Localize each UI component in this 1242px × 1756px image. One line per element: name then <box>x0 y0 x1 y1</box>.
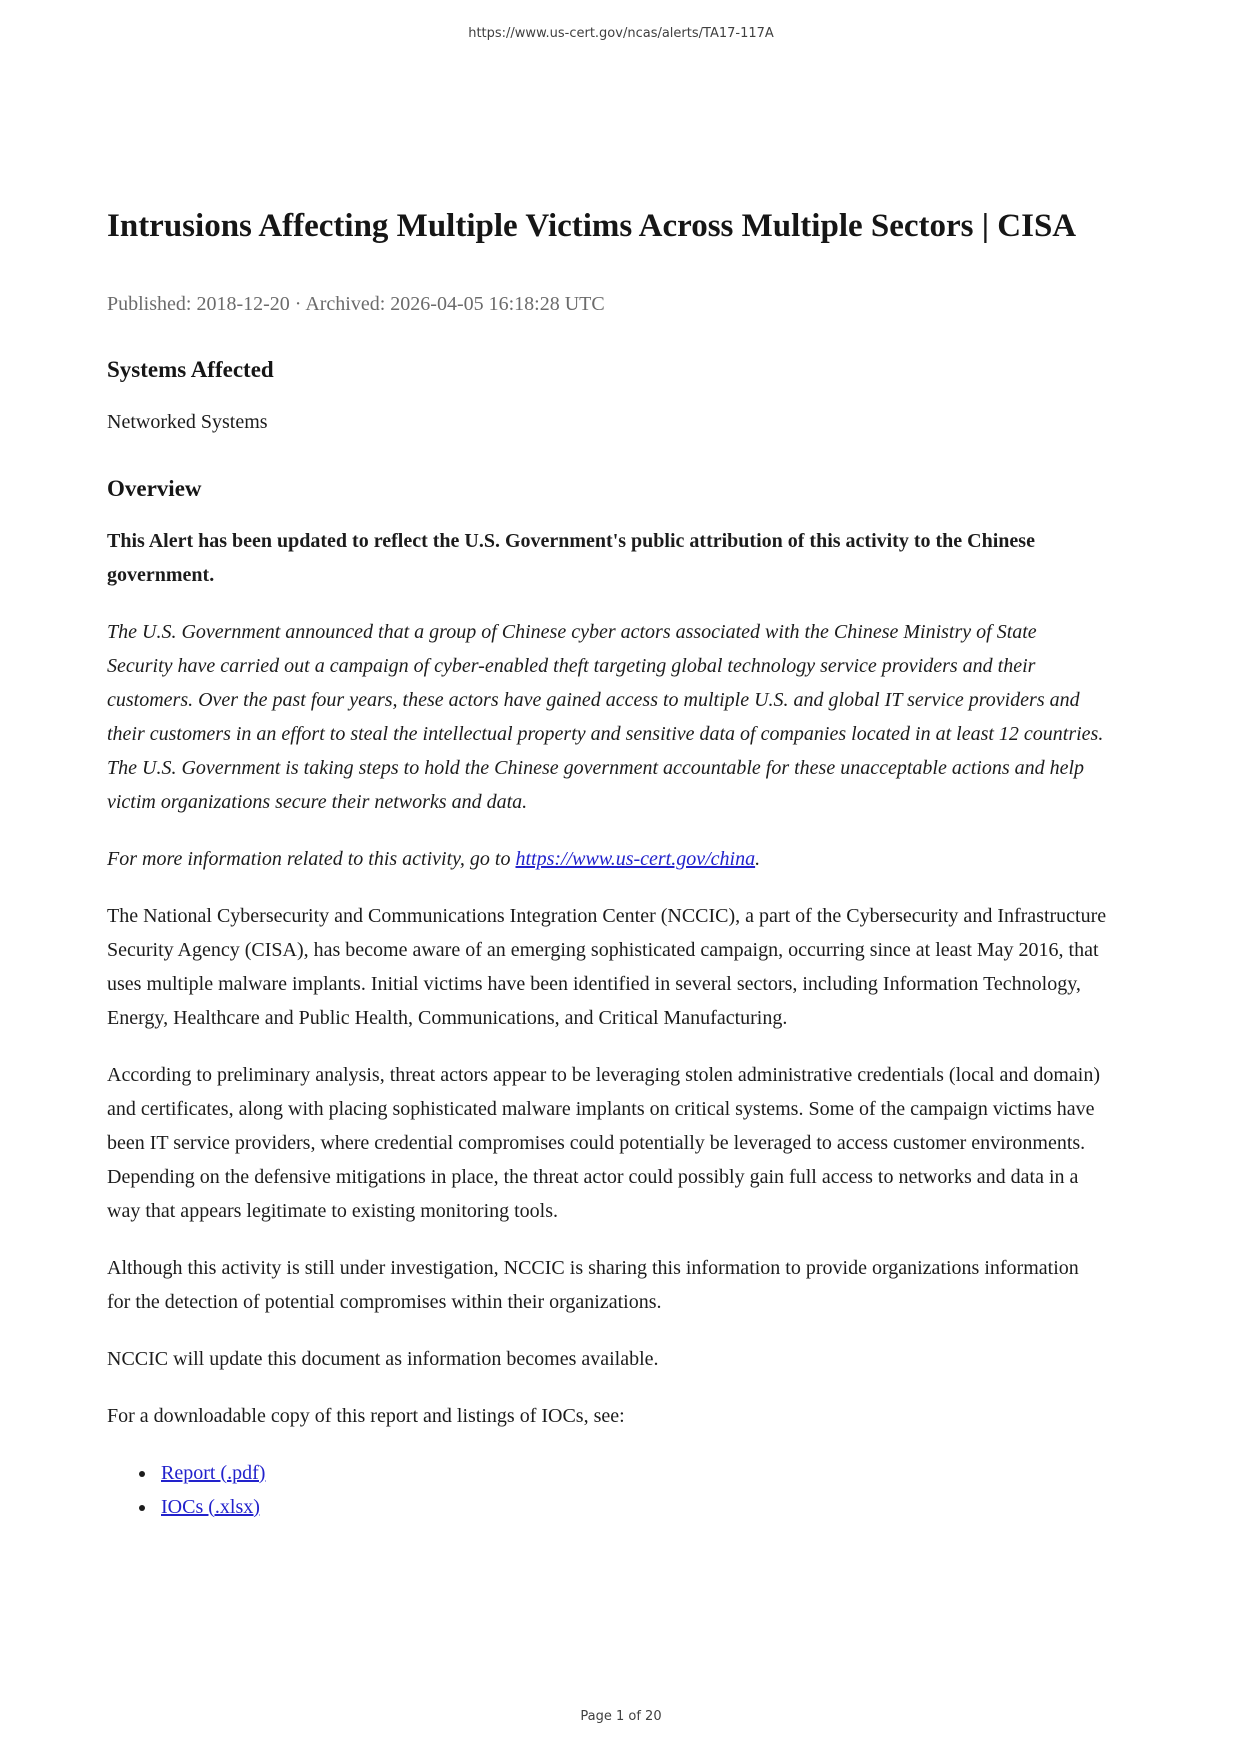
downloads-intro: For a downloadable copy of this report and listings of IOCs, see: <box>107 1404 625 1427</box>
analysis-paragraph: According to preliminary analysis, threat actors appear to be leveraging stolen administrative credentials (local and domain) and certificates, along with placing sophisticated malware implants on critical systems. Some of the campaign victims have been IT service providers, where credential compromises could potentially be leveraged to access customer environments. Depending on the defensive mitigations in place, the threat actor could possibly gain full access to networks and data in a way that appears legitimate to existing monitoring tools. <box>107 1063 1100 1222</box>
more-info-prefix: For more information related to this activity, go to <box>107 847 516 870</box>
overview-heading: Overview <box>107 475 202 501</box>
systems-affected-text: Networked Systems <box>107 410 268 433</box>
download-list <box>107 1456 1107 1524</box>
attribution-paragraph: The U.S. Government announced that a group of Chinese cyber actors associated with the Chinese Ministry of State Security have carried out a campaign of cyber-enabled theft targeting global technology service providers and their customers. Over the past four years, these actors have gained access to multiple U.S. and global IT service providers and their customers in an effort to steal the intellectual property and sensitive data of companies located in at least 12 countries. The U.S. Government is taking steps to hold the Chinese government accountable for these unacceptable actions and help victim organizations secure their networks and data. <box>107 620 1104 813</box>
iocs-xlsx-link[interactable]: IOCs (.xlsx) <box>161 1495 260 1518</box>
report-pdf-link[interactable]: Report (.pdf) <box>161 1461 266 1484</box>
more-info-line <box>107 842 1107 876</box>
investigation-paragraph: Although this activity is still under investigation, NCCIC is sharing this information to provide organizations information for the detection of potential compromises within their organizations. <box>107 1256 1079 1313</box>
update-paragraph: NCCIC will update this document as information becomes available. <box>107 1347 659 1370</box>
page-title: Intrusions Affecting Multiple Victims Across Multiple Sectors | CISA <box>107 208 1077 244</box>
print-footer-page-number: Page 1 of 20 <box>580 1709 662 1724</box>
us-cert-china-link[interactable]: https://www.us-cert.gov/china <box>515 847 756 870</box>
systems-affected-heading: Systems Affected <box>107 356 274 382</box>
published-archived-meta: Published: 2018-12-20 · Archived: 2026-04-05 16:18:28 UTC <box>107 292 605 315</box>
list-item <box>157 1456 1107 1490</box>
nccic-paragraph: The National Cybersecurity and Communications Integration Center (NCCIC), a part of the Cybersecurity and Infrastructure Security Agency (CISA), has become aware of an emerging sophisticated campaign, occurring since at least May 2016, that uses multiple malware implants. Initial victims have been identified in several sectors, including Information Technology, Energy, Healthcare and Public Health, Communications, and Critical Manufacturing. <box>107 904 1107 1029</box>
print-header-url: https://www.us-cert.gov/ncas/alerts/TA17-117A <box>468 26 774 41</box>
list-item <box>157 1490 1107 1524</box>
more-info-suffix: . <box>755 847 761 870</box>
alert-update-note: This Alert has been updated to reflect the U.S. Government's public attribution of this activity to the Chinese government. <box>107 529 1035 586</box>
